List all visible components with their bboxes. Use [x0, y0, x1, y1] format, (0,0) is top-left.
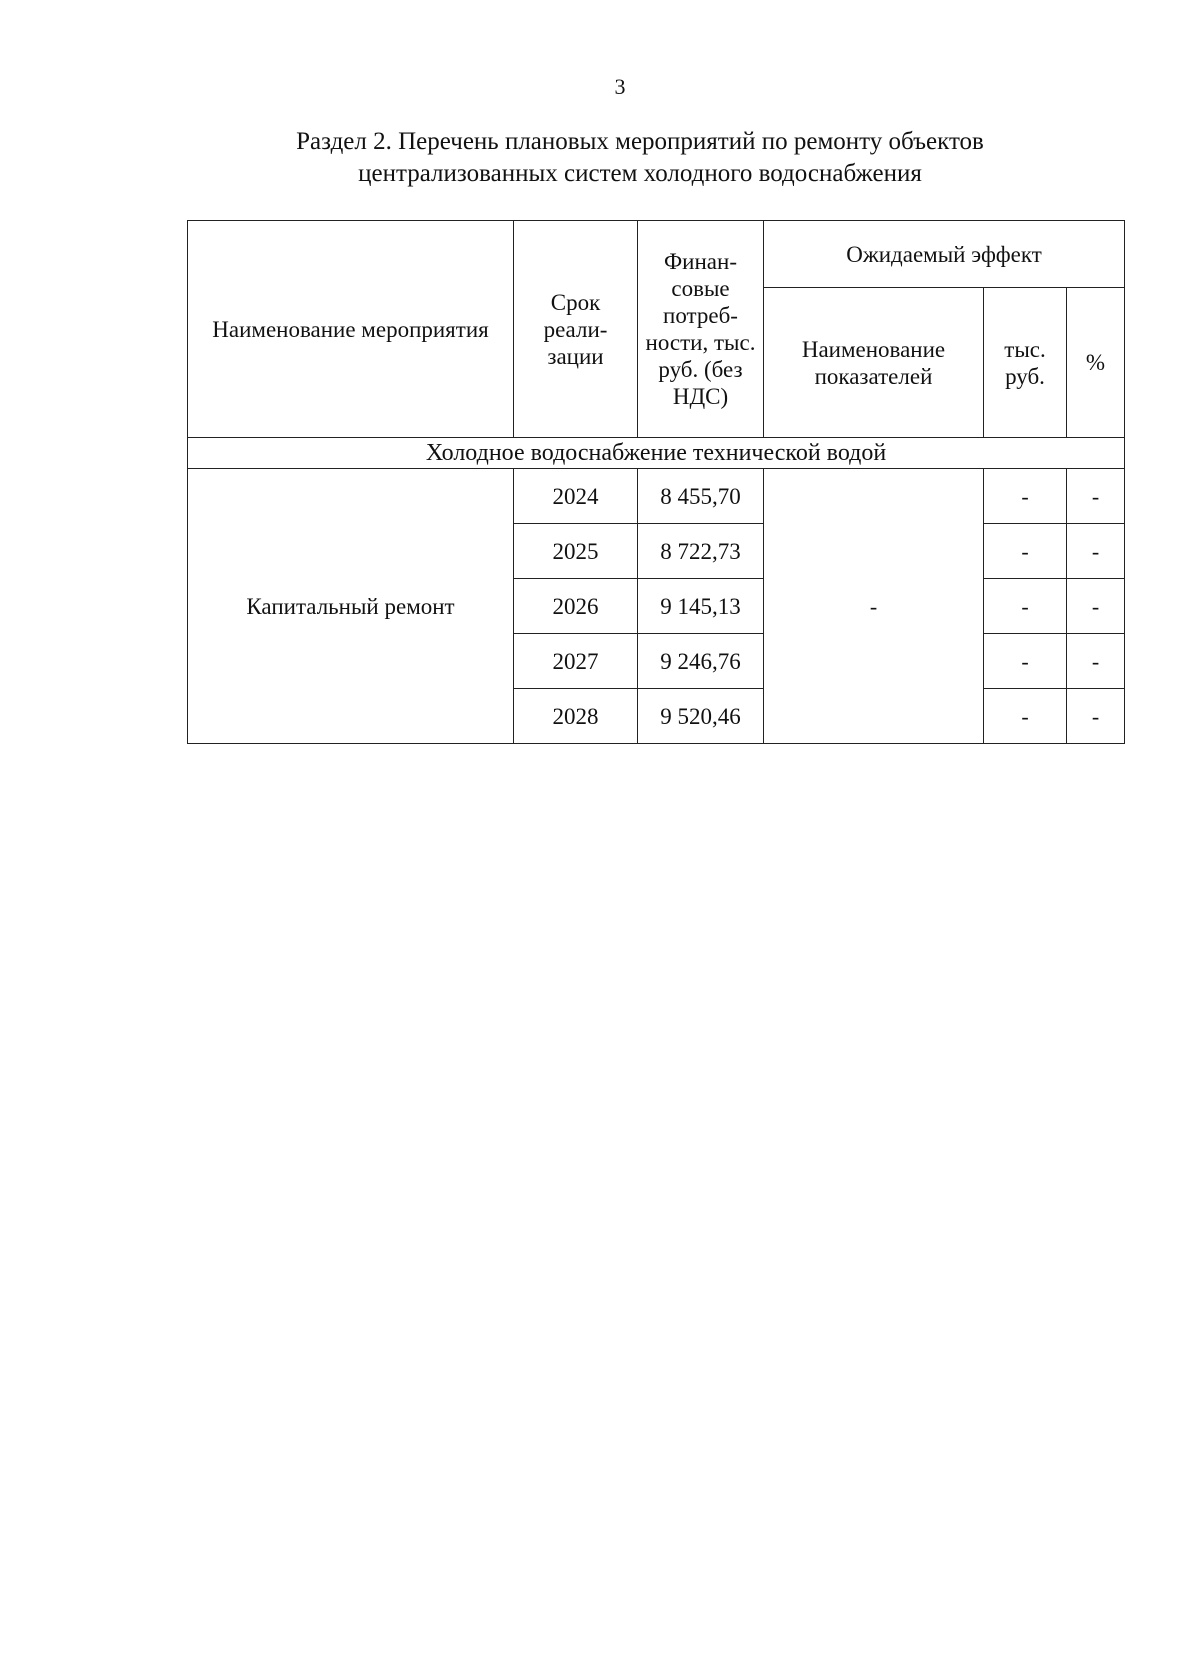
year-cell: 2026: [514, 579, 638, 634]
percent-cell: -: [1067, 579, 1125, 634]
indicator-value-cell: -: [764, 469, 984, 744]
table-header-row-1: [188, 221, 1125, 288]
section-title-line-1: Раздел 2. Перечень плановых мероприятий по ремонту объектов: [296, 128, 984, 155]
table-row: [188, 469, 1125, 524]
amount-cell: 9 246,76: [638, 634, 764, 689]
amount-cell: 9 145,13: [638, 579, 764, 634]
section-title-line-2: централизованных систем холодного водоснабжения: [358, 160, 922, 187]
thousand-rub-cell: -: [984, 524, 1067, 579]
header-percent: %: [1067, 288, 1125, 438]
year-cell: 2027: [514, 634, 638, 689]
page-number: 3: [614, 74, 626, 99]
thousand-rub-cell: -: [984, 469, 1067, 524]
year-cell: 2024: [514, 469, 638, 524]
thousand-rub-cell: -: [984, 689, 1067, 744]
header-term: Срок реали-зации: [514, 221, 638, 438]
header-indicator-name: Наименование показателей: [764, 288, 984, 438]
year-cell: 2025: [514, 524, 638, 579]
plan-table: [187, 220, 1125, 744]
table-group-row: [188, 438, 1125, 469]
percent-cell: -: [1067, 689, 1125, 744]
event-name-cell: Капитальный ремонт: [188, 469, 514, 744]
section-title: [200, 126, 1080, 190]
amount-cell: 9 520,46: [638, 689, 764, 744]
percent-cell: -: [1067, 634, 1125, 689]
percent-cell: -: [1067, 524, 1125, 579]
amount-cell: 8 722,73: [638, 524, 764, 579]
thousand-rub-cell: -: [984, 634, 1067, 689]
header-expected-effect: Ожидаемый эффект: [764, 221, 1125, 288]
thousand-rub-cell: -: [984, 579, 1067, 634]
year-cell: 2028: [514, 689, 638, 744]
header-financial-needs: Финан-совые потреб-ности, тыс. руб. (без НДС): [638, 221, 764, 438]
header-event-name: Наименование мероприятия: [188, 221, 514, 438]
amount-cell: 8 455,70: [638, 469, 764, 524]
header-thousand-rub: тыс. руб.: [984, 288, 1067, 438]
percent-cell: -: [1067, 469, 1125, 524]
group-title: Холодное водоснабжение технической водой: [188, 438, 1125, 469]
